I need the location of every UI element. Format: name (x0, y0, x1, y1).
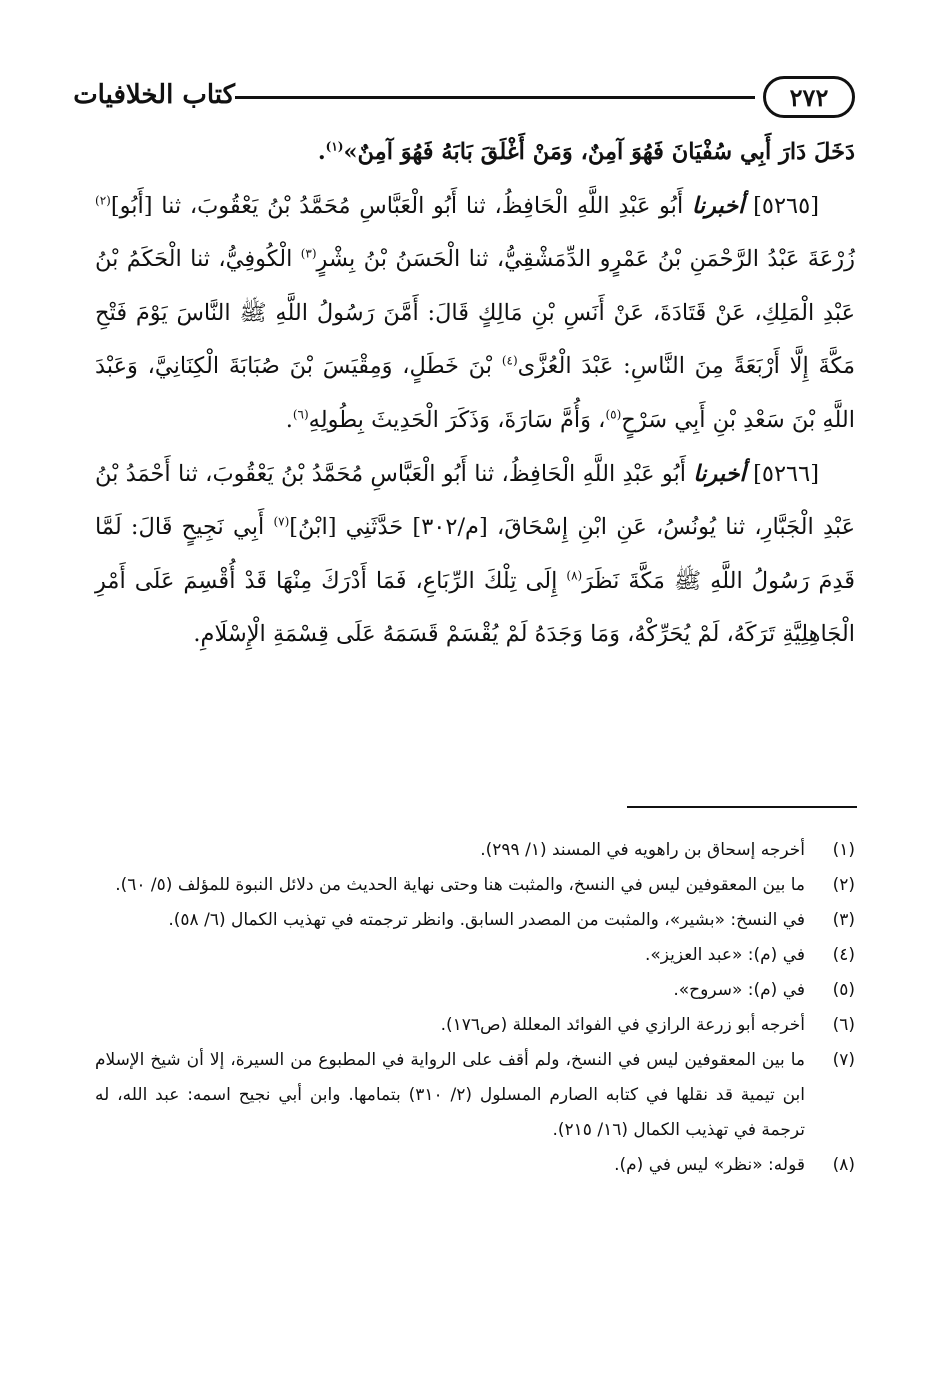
hadith-text: أَبِي نَجِيحٍ قَالَ: لَمَّا قَدِمَ رَسُولُ اللَّهِ ﷺ مَكَّةَ نَظَرَ (95, 514, 855, 594)
akhbarana-word: أخبرنا (691, 192, 745, 219)
footnote-ref: (٢) (95, 193, 111, 208)
footnote-text: في النسخ: «بشير»، والمثبت من المصدر السابق. وانظر ترجمته في تهذيب الكمال (٦/ ٥٨). (168, 910, 805, 930)
footnote-number: (١) (832, 840, 855, 860)
footnote (95, 833, 855, 868)
footnote-ref: (٣) (300, 246, 317, 261)
hadith-5266 (95, 448, 855, 662)
footnote (95, 1008, 855, 1043)
hadith-text: بْنَ خَطَلٍ، وَمِقْيَسَ بْنَ صُبَابَةَ الْكِنَانِيَّ، وَعَبْدَ اللَّهِ بْنَ سَعْدِ بْنِ أَبِي سَرْحٍ (95, 353, 855, 433)
footnote-text: في (م): «سروح». (673, 980, 805, 1000)
page-number: ٢٧٢ (763, 76, 855, 118)
hadith-5265 (95, 180, 855, 448)
footnote-ref: (٤) (501, 353, 518, 368)
footnote-text: أخرجه أبو زرعة الرازي في الفوائد المعللة (ص١٧٦). (440, 1015, 805, 1035)
hadith-number: [٥٢٦٥] (753, 192, 819, 219)
hadith-text: أَبُو عَبْدِ اللَّهِ الْحَافِظُ، ثنا أَبُو الْعَبَّاسِ مُحَمَّدُ بْنُ يَعْقُوبَ، ثنا أَحْمَدُ بْنُ عَبْدِ الْجَبَّارِ، ثنا يُونُسُ، عَنِ ابْنِ إِسْحَاقَ، [م/٣٠٢] حَدَّثَنِي [ابْنُ] (95, 460, 856, 541)
footnote-number: (٦) (832, 1015, 855, 1035)
hadith-number: [٥٢٦٦] (753, 460, 819, 487)
continuation-text: دَخَلَ دَارَ أَبِي سُفْيَانَ فَهُوَ آمِنٌ، وَمَنْ أَغْلَقَ بَابَهُ فَهُوَ آمِنٌ» (343, 139, 855, 165)
footnote-number: (٤) (832, 945, 855, 965)
footnote-number: (٥) (832, 980, 855, 1000)
continuation-line: دَخَلَ دَارَ أَبِي سُفْيَانَ فَهُوَ آمِنٌ، وَمَنْ أَغْلَقَ بَابَهُ فَهُوَ آمِنٌ»$^{(١)}$. (317, 139, 855, 165)
footnote-number: (٨) (832, 1155, 855, 1175)
hadith-text: إِلَى تِلْكَ الرِّبَاعِ، فَمَا أَدْرَكَ مِنْهَا قَدْ أُقْسِمَ عَلَى أَمْرِ الْجَاهِلِيَّةِ تَرَكَهُ، لَمْ يُحَرِّكْهُ، وَمَا وَجَدَهُ لَمْ يُقْسَمْ قَسَمَهُ عَلَى قِسْمَةِ الْإِسْلَامِ. (95, 567, 855, 648)
footnote-number: (٢) (832, 875, 855, 895)
footnote-ref: (٨) (566, 568, 583, 583)
hadith-text: الْكُوفِيُّ، ثنا الْحَكَمُ بْنُ عَبْدِ الْمَلِكِ، عَنْ قَتَادَةَ، عَنْ أَنَسِ بْنِ مَالِكٍ قَالَ: أَمَّنَ رَسُولُ اللَّهِ ﷺ النَّاسَ يَوْمَ فَتْحِ مَكَّةَ إِلَّا أَرْبَعَةً مِنَ النَّاسِ: عَبْدَ الْعُزَّى (95, 246, 855, 380)
main-text (95, 126, 855, 662)
hadith-text: ، وَأُمَّ سَارَةَ، وَذَكَرَ الْحَدِيثَ بِطُولِهِ (308, 406, 606, 433)
footnote (95, 1043, 855, 1148)
footnote (95, 868, 855, 903)
footnote-ref: (٦) (292, 407, 309, 422)
footnote (95, 938, 855, 973)
footnote-separator (627, 806, 857, 808)
footnote-ref: (١) (325, 139, 344, 154)
page-header (73, 70, 855, 130)
footnote-text: في (م): «عبد العزيز». (644, 945, 805, 965)
hadith-text: زُرْعَةَ عَبْدُ الرَّحْمَنِ بْنُ عَمْرٍو الدِّمَشْقِيُّ، ثنا الْحَسَنُ بْنُ بِشْرٍ (316, 246, 855, 273)
footnote-text: ما بين المعقوفين ليس في النسخ، ولم أقف على الرواية في المطبوع من السيرة، إلا أن شيخ الإسلام ابن تيمية قد نقلها في كتابه الصارم المسلول (٢/ ٣١٠) بتمامها. وابن أبي نجيح اسمه: عبد الله، له ترجمة في تهذيب الكمال (١٦/ ٢١٥). (95, 1050, 805, 1140)
akhbarana-word: أخبرنا (693, 460, 746, 487)
footnote-number: (٧) (832, 1050, 855, 1070)
footnote-text: قوله: «نظر» ليس في (م). (614, 1155, 805, 1175)
footnote (95, 973, 855, 1008)
hadith-text: . (285, 406, 293, 433)
footnote-ref: (٥) (605, 407, 622, 422)
footnote-text: ما بين المعقوفين ليس في النسخ، والمثبت هنا وحتى نهاية الحديث من دلائل النبوة للمؤلف (٥/ ٦٠). (115, 875, 805, 895)
footnote (95, 1148, 855, 1183)
footnote-number: (٣) (832, 910, 855, 930)
hadith-text: أَبُو عَبْدِ اللَّهِ الْحَافِظُ، ثنا أَبُو الْعَبَّاسِ مُحَمَّدُ بْنُ يَعْقُوبَ، ثنا [أَبُو] (110, 192, 692, 219)
footnotes (95, 833, 855, 1183)
book-title: كتاب الخلافيات (73, 80, 235, 110)
footnote-text: أخرجه إسحاق بن راهويه في المسند (١/ ٢٩٩). (480, 840, 805, 860)
footnote-ref: (٧) (273, 514, 290, 529)
footnote (95, 903, 855, 938)
header-rule (235, 96, 755, 99)
